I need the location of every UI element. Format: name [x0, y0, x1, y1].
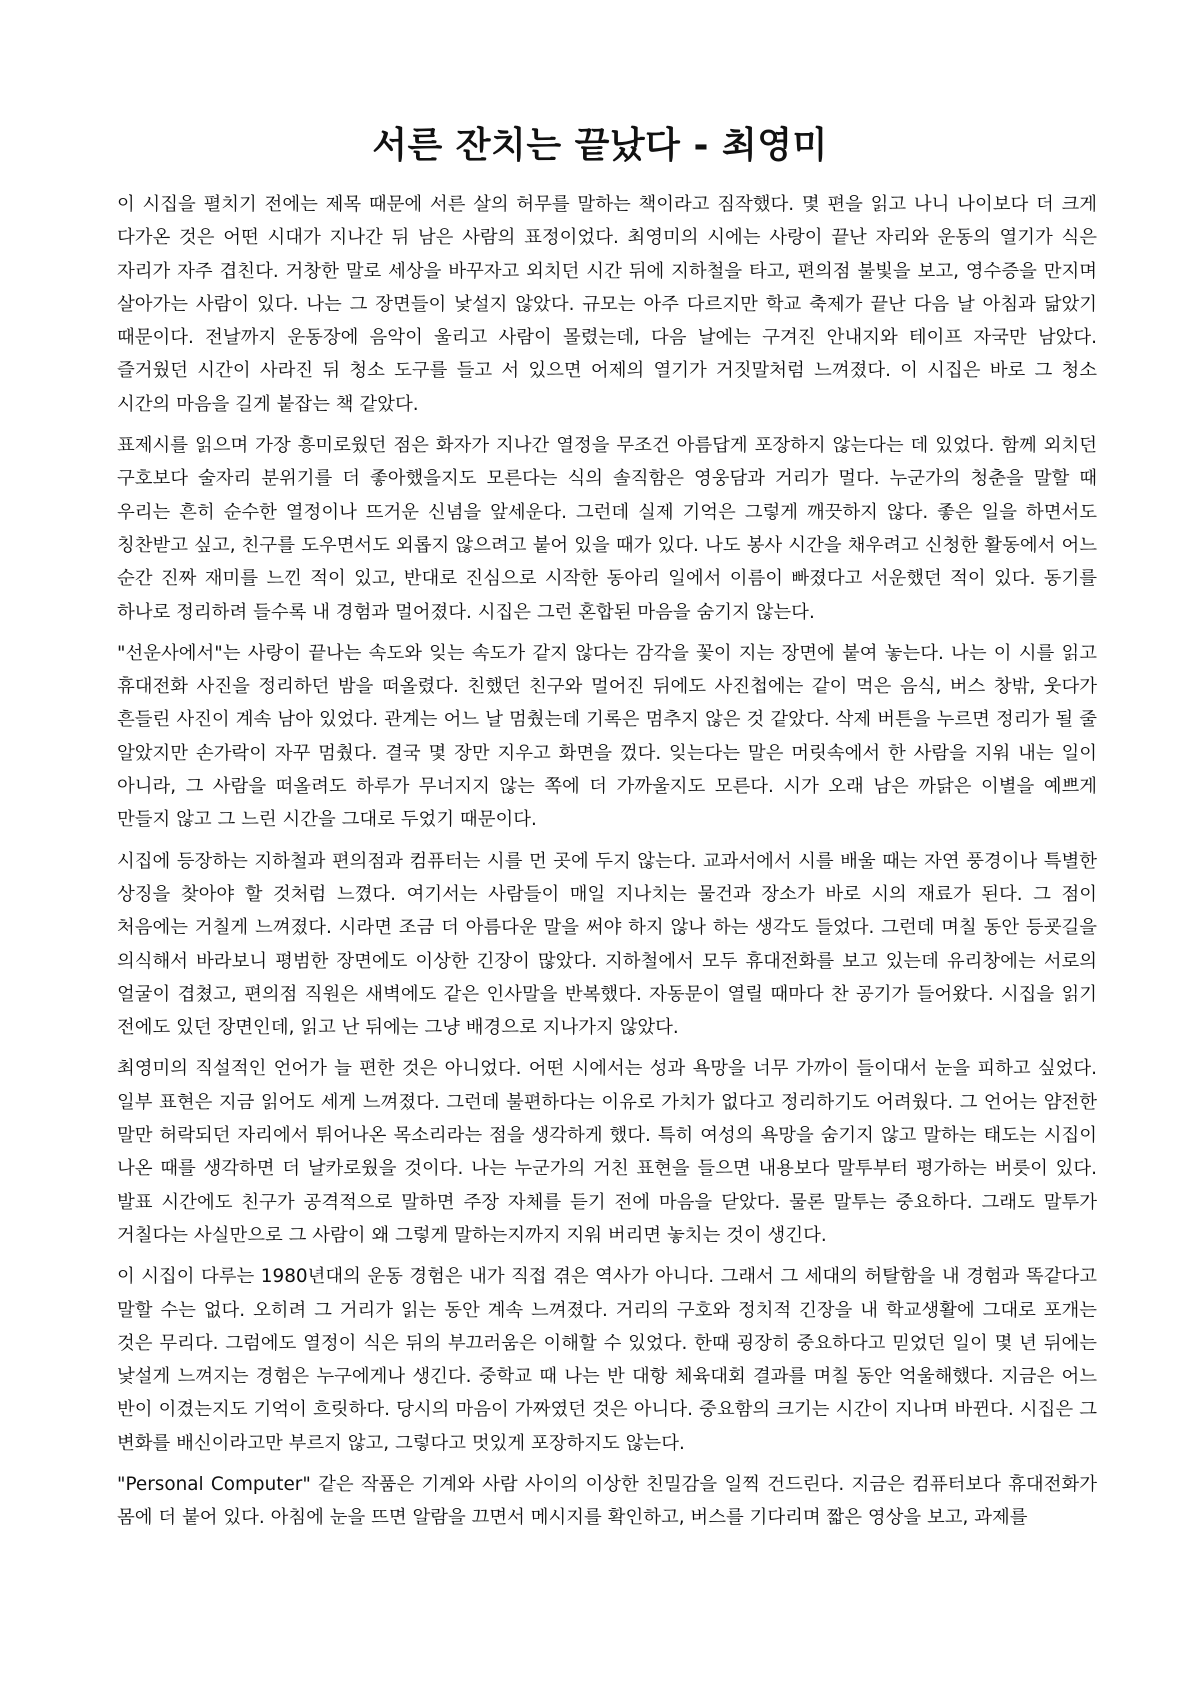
paragraph-4: 시집에 등장하는 지하철과 편의점과 컴퓨터는 시를 먼 곳에 두지 않는다. 교과서에서 시를 배울 때는 자연 풍경이나 특별한 상징을 찾아야 할 것처럼 느꼈다. 여기서는 사람들이 매일 지나치는 물건과 장소가 바로 시의 재료가 된다. 그 점이 처음에는 거칠게 느껴졌다. 시라면 조금 더 아름다운 말을 써야 하지 않나 하는 생각도 들었다. 그런데 며칠 동안 등굣길을 의식해서 바라보니 평범한 장면에도 이상한 긴장이 많았다. 지하철에서 모두 휴대전화를 보고 있는데 유리창에는 서로의 얼굴이 겹쳤고, 편의점 직원은 새벽에도 같은 인사말을 반복했다. 자동문이 열릴 때마다 찬 공기가 들어왔다. 시집을 읽기 전에도 있던 장면인데, 읽고 난 뒤에는 그냥 배경으로 지나가지 않았다. — [117, 850, 1097, 1039]
document-body — [117, 188, 1097, 1543]
paragraph-6: 이 시집이 다루는 1980년대의 운동 경험은 내가 직접 겪은 역사가 아니다. 그래서 그 세대의 허탈함을 내 경험과 똑같다고 말할 수는 없다. 오히려 그 거리가 읽는 동안 계속 느껴졌다. 거리의 구호와 정치적 긴장을 내 학교생활에 그대로 포개는 것은 무리다. 그럼에도 열정이 식은 뒤의 부끄러움은 이해할 수 있었다. 한때 굉장히 중요하다고 믿었던 일이 몇 년 뒤에는 낯설게 느껴지는 경험은 누구에게나 생긴다. 중학교 때 나는 반 대항 체육대회 결과를 며칠 동안 억울해했다. 지금은 어느 반이 이겼는지도 기억이 흐릿하다. 당시의 마음이 가짜였던 것은 아니다. 중요함의 크기는 시간이 지나며 바뀐다. 시집은 그 변화를 배신이라고만 부르지 않고, 그렇다고 멋있게 포장하지도 않는다. — [117, 1266, 1097, 1454]
paragraph-1: 이 시집을 펼치기 전에는 제목 때문에 서른 살의 허무를 말하는 책이라고 짐작했다. 몇 편을 읽고 나니 나이보다 더 크게 다가온 것은 어떤 시대가 지나간 뒤 남은 사람의 표정이었다. 최영미의 시에는 사랑이 끝난 자리와 운동의 열기가 식은 자리가 자주 겹친다. 거창한 말로 세상을 바꾸자고 외치던 시간 뒤에 지하철을 타고, 편의점 불빛을 보고, 영수증을 만지며 살아가는 사람이 있다. 나는 그 장면들이 낯설지 않았다. 규모는 아주 다르지만 학교 축제가 끝난 다음 날 아침과 닮았기 때문이다. 전날까지 운동장에 음악이 울리고 사람이 몰렸는데, 다음 날에는 구겨진 안내지와 테이프 자국만 남았다. 즐거웠던 시간이 사라진 뒤 청소 도구를 들고 서 있으면 어제의 열기가 거짓말처럼 느껴졌다. 이 시집은 바로 그 청소 시간의 마음을 길게 붙잡는 책 같았다. — [117, 194, 1097, 415]
paragraph-2: 표제시를 읽으며 가장 흥미로웠던 점은 화자가 지나간 열정을 무조건 아름답게 포장하지 않는다는 데 있었다. 함께 외치던 구호보다 술자리 분위기를 더 좋아했을지도 모른다는 식의 솔직함은 영웅담과 거리가 멀다. 누군가의 청춘을 말할 때 우리는 흔히 순수한 열정이나 뜨거운 신념을 앞세운다. 그런데 실제 기억은 그렇게 깨끗하지 않다. 좋은 일을 하면서도 칭찬받고 싶고, 친구를 도우면서도 외롭지 않으려고 붙어 있을 때가 있다. 나도 봉사 시간을 채우려고 신청한 활동에서 어느 순간 진짜 재미를 느낀 적이 있고, 반대로 진심으로 시작한 동아리 일에서 이름이 빠졌다고 서운했던 적이 있다. 동기를 하나로 정리하려 들수록 내 경험과 멀어졌다. 시집은 그런 혼합된 마음을 숨기지 않는다. — [117, 435, 1097, 623]
document-title: 서른 잔치는 끝났다 - 최영미 — [372, 125, 828, 166]
paragraph-3: "선운사에서"는 사랑이 끝나는 속도와 잊는 속도가 같지 않다는 감각을 꽃이 지는 장면에 붙여 놓는다. 나는 이 시를 읽고 휴대전화 사진을 정리하던 밤을 떠올렸다. 친했던 친구와 멀어진 뒤에도 사진첩에는 같이 먹은 음식, 버스 창밖, 웃다가 흔들린 사진이 계속 남아 있었다. 관계는 어느 날 멈췄는데 기록은 멈추지 않은 것 같았다. 삭제 버튼을 누르면 정리가 될 줄 알았지만 손가락이 자꾸 멈췄다. 결국 몇 장만 지우고 화면을 껐다. 잊는다는 말은 머릿속에서 한 사람을 지워 내는 일이 아니라, 그 사람을 떠올려도 하루가 무너지지 않는 쪽에 더 가까울지도 모른다. 시가 오래 남은 까닭은 이별을 예쁘게 만들지 않고 그 느린 시간을 그대로 두었기 때문이다. — [117, 642, 1097, 831]
paragraph-7: "Personal Computer" 같은 작품은 기계와 사람 사이의 이상한 친밀감을 일찍 건드린다. 지금은 컴퓨터보다 휴대전화가 몸에 더 붙어 있다. 아침에 눈을 뜨면 알람을 끄면서 메시지를 확인하고, 버스를 기다리며 짧은 영상을 보고, 과제를 — [117, 1473, 1097, 1529]
paragraph-5: 최영미의 직설적인 언어가 늘 편한 것은 아니었다. 어떤 시에서는 성과 욕망을 너무 가까이 들이대서 눈을 피하고 싶었다. 일부 표현은 지금 읽어도 세게 느껴졌다. 그런데 불편하다는 이유로 가치가 없다고 정리하기도 어려웠다. 그 언어는 얌전한 말만 허락되던 자리에서 튀어나온 목소리라는 점을 생각하게 했다. 특히 여성의 욕망을 숨기지 않고 말하는 태도는 시집이 나온 때를 생각하면 더 날카로웠을 것이다. 나는 누군가의 거친 표현을 들으면 내용보다 말투부터 평가하는 버릇이 있다. 발표 시간에도 친구가 공격적으로 말하면 주장 자체를 듣기 전에 마음을 닫았다. 물론 말투는 중요하다. 그래도 말투가 거칠다는 사실만으로 그 사람이 왜 그렇게 말하는지까지 지워 버리면 놓치는 것이 생긴다. — [117, 1058, 1097, 1246]
